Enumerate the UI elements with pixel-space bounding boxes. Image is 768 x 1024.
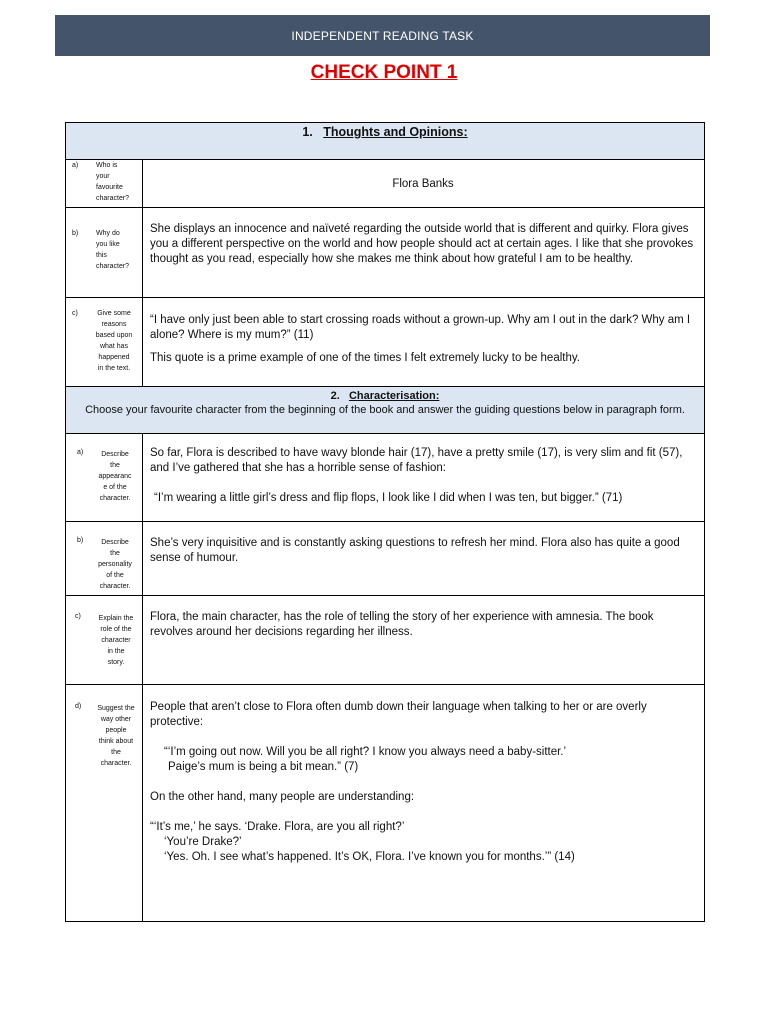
table-row: [66, 298, 704, 387]
banner-title: INDEPENDENT READING TASK: [291, 28, 474, 43]
section-2-instructions: Choose your favourite character from the beginning of the book and answer the guiding questions below in paragraph form.: [85, 404, 685, 416]
section-2-title: Characterisation:: [348, 390, 440, 402]
table-row: [66, 208, 704, 298]
question-cell: [66, 160, 143, 207]
question-cell: [66, 208, 143, 297]
row-letter: d): [75, 703, 82, 710]
table-row: [66, 434, 704, 522]
row-letter: a): [72, 162, 79, 169]
question-text: Describe the appearanc e of the character.: [98, 451, 132, 502]
table-row: [66, 160, 704, 208]
header-banner: [55, 15, 710, 56]
answer-text: “I have only just been able to start crossing roads without a grown-up. Why am I out in the dark? Why am I alone? Where is my mum?” (11) This quote is a prime example of one of the times I felt extremely lucky to be healthy.: [150, 314, 691, 364]
question-text: Who is your favourite character?: [96, 162, 130, 202]
row-letter: b): [72, 230, 79, 237]
checkpoint-title: CHECK POINT 1: [310, 62, 458, 83]
table-row: [66, 685, 704, 921]
answer-text: She’s very inquisitive and is constantly asking questions to refresh her mind. Flora also has quite a good sense of humour.: [150, 537, 680, 564]
question-cell: [66, 298, 143, 386]
answer-text: So far, Flora is described to have wavy blonde hair (17), have a pretty smile (17), is very slim and fit (57), and I’ve gathered that she has a horrible sense of fashion: “I’m wearing a little girl’s dress and flip flops, I look like I did when I was ten, but bigger.” (71): [150, 447, 683, 504]
question-cell: [66, 522, 143, 595]
answer-text: She displays an innocence and naïveté regarding the outside world that is different and quirky. Flora gives you a different perspective on the world and how people should act at certain ages. I like that she provokes thought as you read, especially how she makes me think about how grateful I am to be healthy.: [150, 223, 694, 265]
row-letter: a): [77, 449, 84, 456]
question-text: Explain the role of the character in the story.: [98, 615, 134, 666]
row-letter: c): [72, 310, 78, 317]
question-cell: [66, 434, 143, 521]
question-text: Suggest the way other people think about the character.: [97, 705, 135, 767]
task-table: [65, 122, 705, 922]
question-cell: [66, 596, 143, 684]
table-row: [66, 596, 704, 685]
answer-text: People that aren’t close to Flora often dumb down their language when talking to her or are overly protective: “‘I’m going out now. Will you be all right? I know you always need a baby-sitter.’ Paige’s mum is being a bit mean.” (7) On the other hand, many people are understanding: “‘It’s me,’ he says. ‘Drake. Flora, are you all right?’ ‘You’re Drake?’ ‘Yes. Oh. I see what’s happened. It’s OK, Flora. I’ve known you for months.’” (14): [150, 701, 647, 863]
row-letter: c): [75, 613, 81, 620]
question-text: Describe the personality of the character.: [98, 539, 132, 590]
question-text: Give some reasons based upon what has happened in the text.: [95, 310, 133, 372]
section-2-number: 2.: [330, 390, 340, 402]
row-letter: b): [77, 537, 84, 544]
answer-text: Flora, the main character, has the role of telling the story of her experience with amnesia. The book revolves around her decisions regarding her illness.: [150, 611, 654, 638]
section-1-header: [66, 123, 704, 160]
table-row: [66, 522, 704, 596]
section-1-number: 1.: [302, 125, 313, 139]
answer-text: Flora Banks: [392, 178, 454, 190]
question-text: Why do you like this character?: [96, 230, 130, 270]
question-cell: [66, 685, 143, 921]
section-2-header: [66, 387, 704, 434]
section-1-title: Thoughts and Opinions:: [323, 125, 468, 139]
